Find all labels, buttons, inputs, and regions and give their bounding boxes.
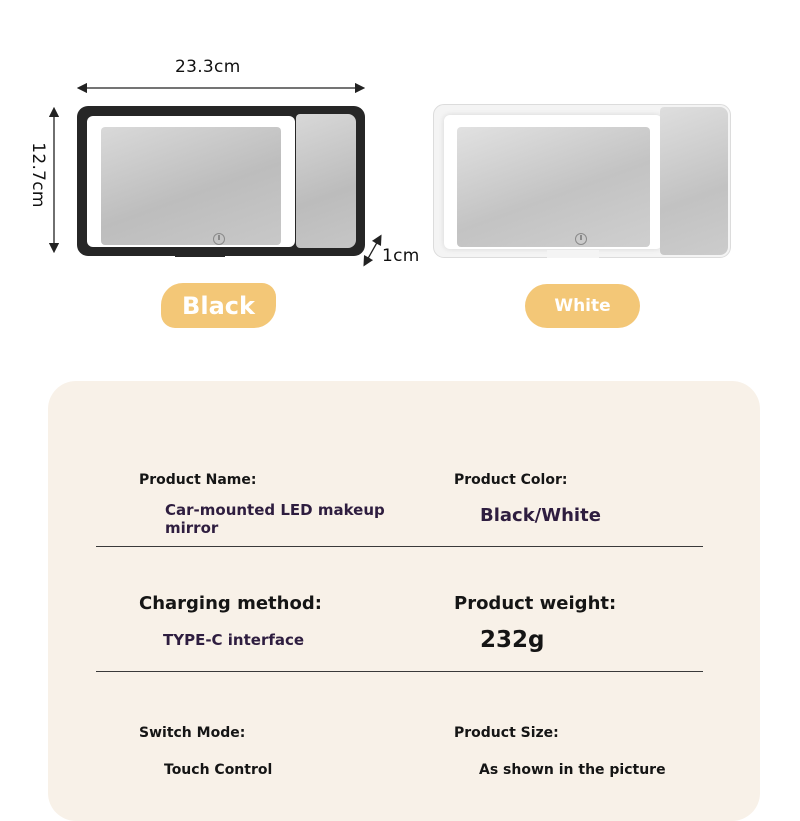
depth-dimension-label: 1cm: [382, 246, 420, 266]
white-mirror-image: [433, 104, 731, 258]
side-mirror-panel: [660, 107, 728, 255]
mirror-glass: [457, 127, 650, 247]
product-color-label: Product Color:: [454, 472, 568, 488]
power-touch-icon: [575, 233, 587, 245]
spec-divider: [96, 546, 703, 547]
charging-method-label: Charging method:: [139, 593, 322, 614]
spec-divider: [96, 671, 703, 672]
product-size-label: Product Size:: [454, 725, 559, 741]
white-variant-tag: White: [525, 284, 640, 328]
black-variant-tag: Black: [161, 283, 276, 328]
black-mirror-image: [77, 106, 365, 256]
power-touch-icon: [213, 233, 225, 245]
side-mirror-panel: [296, 114, 356, 248]
height-dimension-label: 12.7cm: [28, 142, 48, 208]
product-size-value: As shown in the picture: [479, 762, 666, 778]
depth-arrow: [366, 239, 379, 262]
product-weight-value: 232g: [480, 627, 545, 653]
switch-mode-value: Touch Control: [164, 762, 273, 778]
product-name-label: Product Name:: [139, 472, 257, 488]
product-weight-label: Product weight:: [454, 593, 617, 614]
product-name-value: Car-mounted LED makeup mirror: [165, 501, 385, 537]
product-color-value: Black/White: [480, 505, 601, 526]
switch-mode-label: Switch Mode:: [139, 725, 246, 741]
mirror-glass: [101, 127, 281, 245]
led-gap: [175, 249, 225, 257]
charging-method-value: TYPE-C interface: [163, 631, 305, 649]
led-gap: [547, 250, 599, 258]
width-dimension-label: 23.3cm: [175, 57, 241, 77]
